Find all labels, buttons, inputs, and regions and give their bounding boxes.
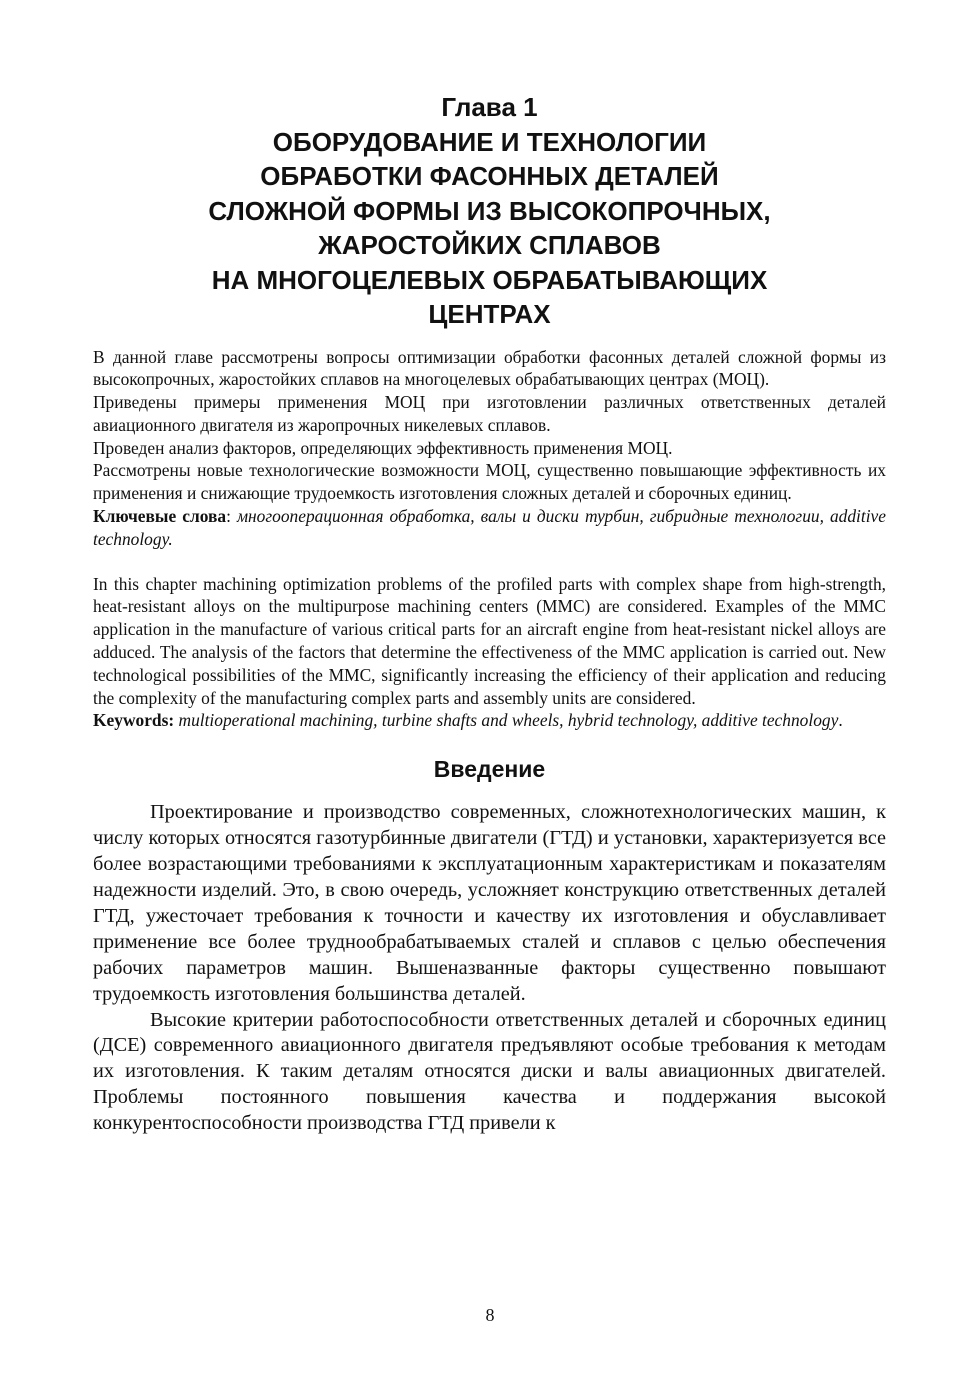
body-paragraph: Высокие критерии работоспособности ответственных деталей и сборочных единиц (ДСЕ) современного авиационного двигателя предъявляют особые требования к методам их изготовления. К таким деталям относятся диски и валы авиационных двигателей. Проблемы постоянного повышения качества и поддержания высокой конкурентоспособности производства ГТД привели к — [93, 1008, 886, 1135]
chapter-label: Глава 1 — [441, 92, 538, 122]
chapter-title-line: ОБОРУДОВАНИЕ И ТЕХНОЛОГИИ — [272, 126, 707, 157]
keywords-ru-label: Ключевые слова — [93, 506, 227, 527]
spacer — [93, 551, 886, 573]
abstract-russian — [93, 346, 886, 551]
section-title-introduction: Введение — [433, 756, 546, 783]
chapter-heading — [93, 90, 886, 332]
keywords-ru — [93, 505, 886, 551]
chapter-title-line: ЖАРОСТОЙКИХ СПЛАВОВ — [318, 230, 661, 260]
introduction-body — [93, 800, 886, 1137]
page-number: 8 — [485, 1305, 495, 1325]
body-paragraph: Проектирование и производство современных, сложнотехнологических машин, к числу которых относятся газотурбинные двигатели (ГТД) и установки, характеризуется все более возрастающими требованиями к эксплуатационным характеристикам и показателям надежности изделий. Это, в свою очередь, усложняет конструкцию ответственных деталей ГТД, ужесточает требования к точности и качеству их изготовления и обуславливает применение все более труднообрабатываемых сталей и сплавов с целью обеспечения рабочих параметров машин. Вышеназванные факторы существенно повышают трудоемкость изготовления большинства деталей. — [93, 801, 886, 1005]
keywords-ru-separator: : — [226, 506, 237, 527]
keywords-en — [93, 709, 886, 732]
chapter-title-line: ОБРАБОТКИ ФАСОННЫХ ДЕТАЛЕЙ — [260, 161, 719, 191]
abstract-english — [93, 573, 886, 733]
keywords-en-text: multioperational machining, turbine shafts and wheels, hybrid technology, additive technology — [178, 710, 839, 731]
chapter-title-line: СЛОЖНОЙ ФОРМЫ ИЗ ВЫСОКОПРОЧНЫХ, — [208, 195, 771, 226]
keywords-en-label: Keywords: — [93, 710, 175, 731]
document-page — [93, 90, 886, 1137]
keywords-en-end: . — [838, 710, 843, 731]
abstract-ru-paragraph: В данной главе рассмотрены вопросы оптимизации обработки фасонных деталей сложной формы из высокопрочных, жаростойких сплавов на многоцелевых обрабатывающих центрах (МОЦ). — [93, 346, 886, 390]
chapter-title-line: НА МНОГОЦЕЛЕВЫХ ОБРАБАТЫВАЮЩИХ — [211, 264, 768, 295]
keywords-ru-text: многооперационная обработка, валы и диски турбин, гибридные технологии, additive technology. — [93, 506, 886, 549]
abstract-en-paragraph: In this chapter machining optimization problems of the profiled parts with complex shape from high-strength, heat-resistant alloys on the multipurpose machining centers (MMC) are considered. Examples of the MMC application in the manufacture of various critical parts for an aircraft engine from heat-resistant nickel alloys are adduced. The analysis of the factors that determine the effectiveness of the MMC application is carried out. New technological possibilities of the MMC, significantly increasing the efficiency of their application and reducing the complexity of the manufacturing complex parts and assembly units are considered. — [93, 573, 886, 708]
chapter-title-line: ЦЕНТРАХ — [428, 299, 551, 329]
abstract-ru-paragraph: Приведены примеры применения МОЦ при изготовлении различных ответственных деталей авиационного двигателя из жаропрочных никелевых сплавов. — [93, 392, 886, 435]
abstract-ru-paragraph: Рассмотрены новые технологические возможности МОЦ, существенно повышающие эффективность их применения и снижающие трудоемкость изготовления сложных деталей и сборочных единиц. — [93, 460, 886, 504]
abstract-ru-paragraph: Проведен анализ факторов, определяющих эффективность применения МОЦ. — [93, 437, 673, 458]
